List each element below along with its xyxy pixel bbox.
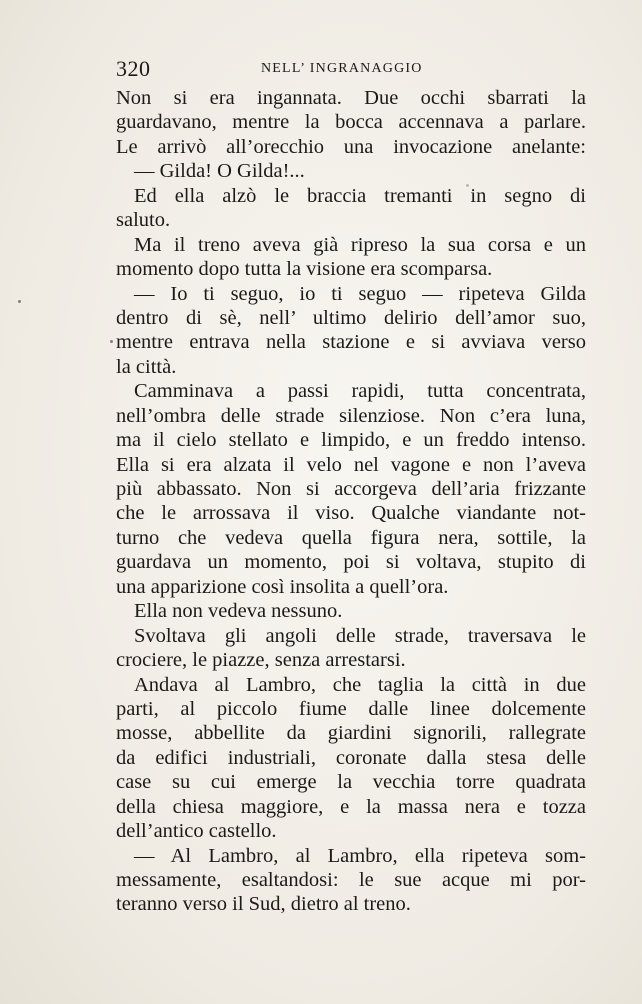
text-line: Le arrivò all’orecchio una invocazione anelante: [116, 135, 586, 158]
text-line: mosse, abbellite da giardini signorili, rallegrate [116, 722, 586, 745]
text-line: Andava al Lambro, che taglia la città in due [134, 673, 586, 696]
text-line: dentro di sè, nell’ ultimo delirio dell’amor suo, [116, 306, 586, 329]
text-line: una apparizione così insolita a quell’ora. [116, 575, 449, 598]
text-line: crociere, le piazze, senza arrestarsi. [116, 649, 406, 672]
text-line: guardavano, mentre la bocca accennava a parlare. [116, 111, 586, 134]
text-line: case su cui emerge la vecchia torre quadrata [116, 771, 586, 794]
text-line: Ella non vedeva nessuno. [134, 600, 343, 623]
body-text [116, 86, 586, 917]
page-header [116, 56, 586, 86]
page-speck [110, 340, 113, 343]
text-line: la città. [116, 355, 177, 378]
text-line: nell’ombra delle strade silenziose. Non c’era luna, [116, 404, 586, 427]
page-number: 320 [116, 56, 151, 81]
text-line: turno che vedeva quella figura nera, sottile, la [116, 526, 586, 549]
text-line: Non si era ingannata. Due occhi sbarrati la [116, 87, 586, 109]
text-line: guardava un momento, poi si voltava, stupito di [116, 551, 586, 574]
text-line: saluto. [116, 209, 171, 232]
text-line: messamente, esaltandosi: le sue acque mi por- [116, 869, 586, 891]
text-line: Ella si era alzata il velo nel vagone e non l’aveva [116, 453, 586, 476]
text-line: più abbassato. Non si accorgeva dell’aria frizzante [116, 478, 586, 500]
text-line: mentre entrava nella stazione e si avviava verso [116, 331, 586, 354]
text-line: — Al Lambro, al Lambro, ella ripeteva som- [134, 844, 586, 867]
text-line: — Gilda! O Gilda!... [134, 160, 305, 183]
running-title: NELL’ INGRANAGGIO [261, 61, 423, 76]
text-line: Svoltava gli angoli delle strade, traversava le [134, 624, 586, 647]
text-line: Ma il treno aveva già ripreso la sua corsa e un [134, 233, 586, 256]
text-line: ma il cielo stellato e limpido, e un freddo intenso. [116, 429, 586, 452]
text-line: — Io ti seguo, io ti seguo — ripeteva Gilda [134, 282, 586, 305]
text-line: Ed ella alzò le braccia tremanti in segno di [134, 184, 586, 207]
text-line: Camminava a passi rapidi, tutta concentrata, [134, 380, 586, 403]
text-line: da edifici industriali, coronate dalla stesa delle [116, 746, 586, 769]
text-line: della chiesa maggiore, e la massa nera e tozza [116, 795, 586, 818]
text-line: che le arrossava il viso. Qualche viandante not- [116, 502, 586, 525]
text-line: dell’antico castello. [116, 820, 277, 843]
page-speck [18, 300, 21, 303]
text-line: parti, al piccolo fiume dalle linee dolcemente [116, 697, 586, 720]
text-line: teranno verso il Sud, dietro al treno. [116, 893, 411, 916]
text-line: momento dopo tutta la visione era scomparsa. [116, 258, 493, 281]
